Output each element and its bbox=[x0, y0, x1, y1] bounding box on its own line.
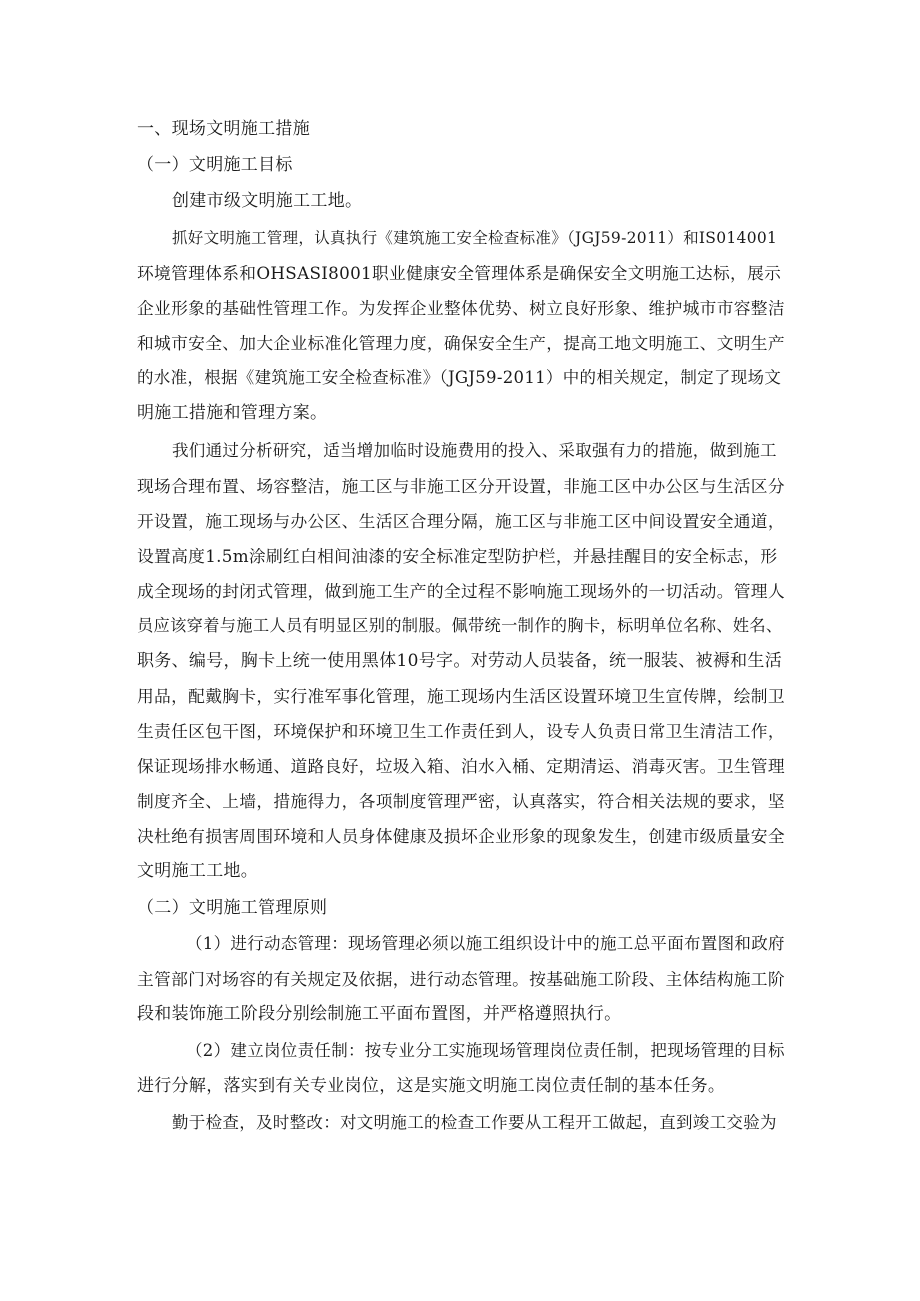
item1-line-2: 主管部门对场容的有关规定及依据，进行动态管理。按基础施工阶段、主体结构施工阶 bbox=[137, 969, 785, 989]
para2-line-8: 用品，配戴胸卡，实行准军事化管理，施工现场内生活区设置环境卫生宣传牌，绘制卫 bbox=[137, 686, 785, 706]
section-2-title: （二）文明施工管理原则 bbox=[137, 898, 328, 918]
section-1-title: （一）文明施工目标 bbox=[137, 155, 293, 175]
para1-line-1: 抓好文明施工管理，认真执行《建筑施工安全检查标准》（JGJ59-2011）和IS014001 bbox=[172, 229, 778, 247]
item3-line-1: 勤于检查，及时整改：对文明施工的检查工作要从工程开工做起，直到竣工交验为 bbox=[172, 1113, 777, 1132]
para1-line-4: 和城市安全、加大企业标准化管理力度，确保安全生产，提高工地文明施工、文明生产 bbox=[137, 333, 785, 353]
goal-text: 创建市级文明施工工地。 bbox=[172, 191, 363, 211]
para2-line-5: 成全现场的封闭式管理，做到施工生产的全过程不影响施工现场外的一切活动。管理人 bbox=[137, 581, 785, 601]
para1-line-6: 明施工措施和管理方案。 bbox=[137, 403, 328, 423]
item1-line-3: 段和装饰施工阶段分别绘制施工平面布置图，并严格遵照执行。 bbox=[137, 1004, 622, 1024]
para2-line-11: 制度齐全、上墙，措施得力，各项制度管理严密，认真落实，符合相关法规的要求，坚 bbox=[137, 791, 785, 811]
para2-line-3: 开设置，施工现场与办公区、生活区合理分隔，施工区与非施工区中间设置安全通道， bbox=[137, 511, 785, 531]
item1-line-1: （1）进行动态管理：现场管理必须以施工组织设计中的施工总平面布置图和政府 bbox=[186, 934, 785, 953]
para1-line-5: 的水准，根据《建筑施工安全检查标准》（JGJ59-2011）中的相关规定，制定了现场文 bbox=[137, 368, 782, 387]
para1-line-3: 企业形象的基础性管理工作。为发挥企业整体优势、树立良好形象、维护城市市容整洁 bbox=[137, 298, 785, 318]
para2-line-2: 现场合理布置、场容整洁，施工区与非施工区分开设置，非施工区中办公区与生活区分 bbox=[137, 476, 785, 496]
para2-line-9: 生责任区包干图，环境保护和环境卫生工作责任到人，设专人负责日常卫生清洁工作， bbox=[137, 721, 785, 741]
para2-line-13: 文明施工工地。 bbox=[137, 861, 259, 881]
para1-line-2: 环境管理体系和OHSASI8001职业健康安全管理体系是确保安全文明施工达标，展示 bbox=[137, 263, 782, 283]
item2-line-1: （2）建立岗位责任制：按专业分工实施现场管理岗位责任制，把现场管理的目标 bbox=[186, 1041, 785, 1060]
para2-line-4: 设置高度1.5m涂刷红白相间油漆的安全标准定型防护栏，并悬挂醒目的安全标志，形 bbox=[137, 546, 778, 566]
para2-line-6: 员应该穿着与施工人员有明显区别的制服。佩带统一制作的胸卡，标明单位名称、姓名、 bbox=[137, 616, 783, 635]
para2-line-7: 职务、编号，胸卡上统一使用黑体10号字。对劳动人员装备，统一服装、被褥和生活 bbox=[137, 651, 783, 671]
heading-1: 一、现场文明施工措施 bbox=[137, 119, 310, 139]
para2-line-1: 我们通过分析研究，适当增加临时设施费用的投入、采取强有力的措施，做到施工 bbox=[172, 441, 777, 460]
item2-line-2: 进行分解，落实到有关专业岗位，这是实施文明施工岗位责任制的基本任务。 bbox=[137, 1076, 726, 1096]
para2-line-10: 保证现场排水畅通、道路良好，垃圾入箱、泊水入桶、定期清运、消毒灭害。卫生管理 bbox=[137, 756, 785, 776]
para2-line-12: 决杜绝有损害周围环境和人员身体健康及损坏企业形象的现象发生，创建市级质量安全 bbox=[137, 826, 785, 846]
